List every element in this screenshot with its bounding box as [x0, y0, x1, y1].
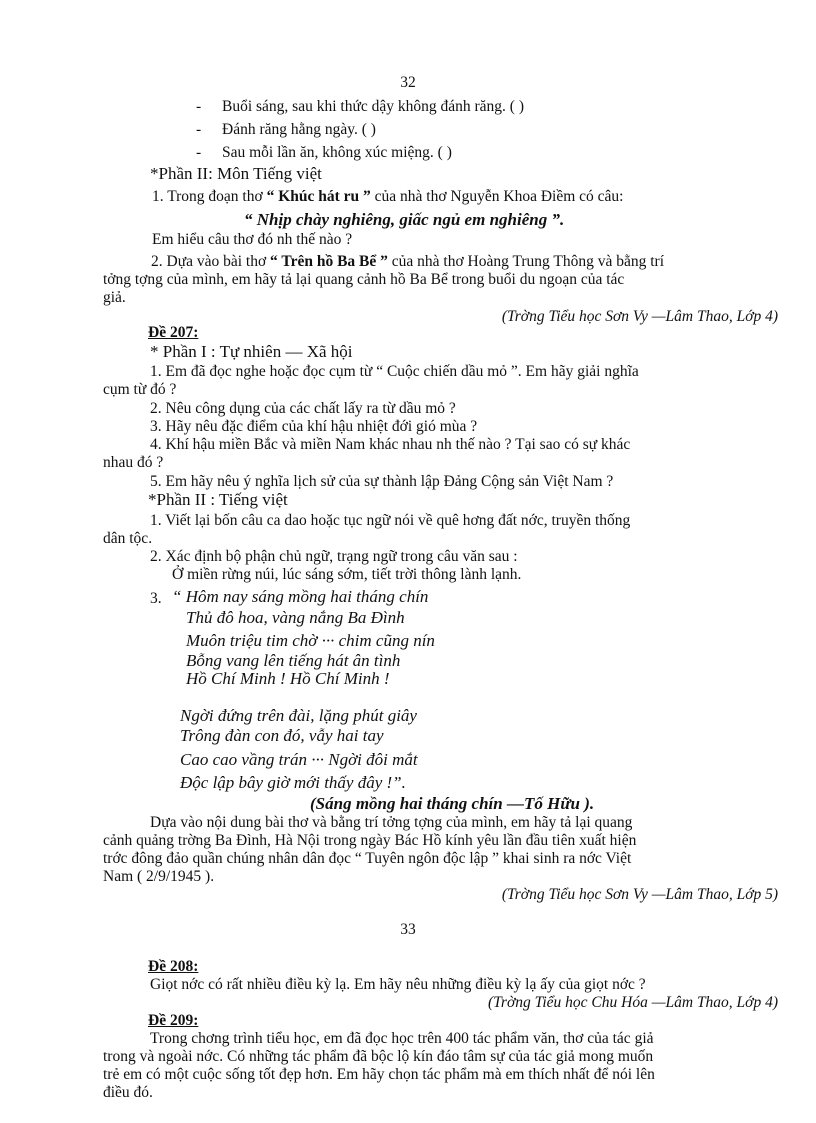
question-text: Em hiểu câu thơ đó nh thế nào ?	[152, 231, 353, 248]
paragraph-line: Dựa vào nội dung bài thơ và bằng trí tởng tợng của mình, em hãy tả lại quang	[150, 814, 633, 831]
exam-heading: Đề 209:	[148, 1012, 199, 1029]
question-text: 4. Khí hậu miền Bắc và miền Nam khác nhau nh thế nào ? Tại sao có sự khác	[150, 436, 631, 453]
paragraph-line: Trong chơng trình tiểu học, em đã đọc học trên 400 tác phẩm văn, thơ của tác giả	[150, 1030, 654, 1047]
poem-line: Độc lập bây giờ mới thấy đây !”.	[180, 773, 406, 792]
poem-title: “ Khúc hát ru ”	[266, 188, 371, 205]
poem-line: Trông đàn con đó, vẫy hai tay	[180, 726, 384, 745]
question-text: cụm từ đó ?	[103, 381, 177, 398]
poem-line: “ Hôm nay sáng mồng hai tháng chín	[172, 587, 429, 606]
dash-bullet: -	[196, 144, 202, 161]
question-text: Giọt nớc có rất nhiều điều kỳ lạ. Em hãy nêu những điều kỳ lạ ấy của giọt nớc ?	[150, 976, 646, 993]
paragraph-line: trẻ em có một cuộc sống tốt đẹp hơn. Em hãy chọn tác phẩm mà em thích nhất để nói lên	[103, 1066, 655, 1083]
paragraph-line: điều đó.	[103, 1084, 153, 1101]
quoted-verse: “ Nhịp chày nghiêng, giấc ngủ em nghiêng ”.	[244, 210, 565, 229]
source-citation: (Trờng Tiểu học Chu Hóa —Lâm Thao, Lớp 4)	[488, 994, 778, 1011]
poem-source: (Sáng mồng hai tháng chín —Tố Hữu ).	[310, 794, 595, 813]
question-text: giả.	[103, 289, 126, 306]
poem-line: Ngời đứng trên đài, lặng phút giây	[180, 706, 417, 725]
section-heading: *Phần II: Môn Tiếng việt	[150, 164, 322, 183]
section-heading: *Phần II : Tiếng việt	[148, 490, 288, 509]
source-citation: (Trờng Tiểu học Sơn Vy —Lâm Thao, Lớp 4)	[501, 308, 778, 325]
question-text: 5. Em hãy nêu ý nghĩa lịch sử của sự thành lập Đảng Cộng sản Việt Nam ?	[150, 473, 614, 490]
paragraph-line: Nam ( 2/9/1945 ).	[103, 868, 215, 885]
dash-bullet: -	[196, 98, 202, 115]
paragraph-line: trong và ngoài nớc. Có những tác phẩm đã bộc lộ kín đáo tâm sự của tác giả mong muốn	[103, 1048, 654, 1065]
poem-line: Hồ Chí Minh ! Hồ Chí Minh !	[186, 669, 390, 688]
question-text: nhau đó ?	[103, 454, 164, 471]
question-text: 2. Nêu công dụng của các chất lấy ra từ dầu mỏ ?	[150, 400, 456, 417]
question-text: 2. Xác định bộ phận chủ ngữ, trạng ngữ trong câu văn sau :	[150, 548, 518, 565]
question-text: 1. Viết lại bốn câu ca dao hoặc tục ngữ nói về quê hơng đất nớc, truyền thống	[150, 512, 631, 529]
poem-line: Cao cao vầng trán ··· Ngời đôi mắt	[180, 750, 418, 769]
paragraph-line: trớc đông đảo quần chúng nhân dân đọc “ Tuyên ngôn độc lập ” khai sinh ra nớc Việt	[103, 850, 632, 867]
poem-line: Bỗng vang lên tiếng hát ân tình	[186, 651, 401, 670]
question-text: 3. Hãy nêu đặc điểm của khí hậu nhiệt đới gió mùa ?	[150, 418, 478, 435]
example-sentence: Ở miền rừng núi, lúc sáng sớm, tiết trời thông lành lạnh.	[172, 566, 522, 583]
page-number-bottom: 33	[400, 921, 416, 938]
source-citation: (Trờng Tiểu học Sơn Vy —Lâm Thao, Lớp 5)	[501, 886, 778, 903]
list-item: - Sau mỗi lần ăn, không xúc miệng. ( )	[196, 144, 452, 161]
exam-heading: Đề 208:	[148, 958, 199, 975]
poem-line: Thủ đô hoa, vàng nắng Ba Đình	[186, 608, 405, 627]
question-number: 3.	[150, 590, 162, 607]
exam-heading: Đề 207:	[148, 324, 199, 341]
question-text: dân tộc.	[103, 530, 153, 547]
poem-title: “ Trên hồ Ba Bể ”	[270, 253, 388, 270]
list-item: - Buổi sáng, sau khi thức dậy không đánh răng. ( )	[196, 98, 524, 115]
paragraph-line: cảnh quảng trờng Ba Đình, Hà Nội trong ngày Bác Hồ kính yêu lần đầu tiên xuất hiện	[103, 832, 637, 849]
page-number-top: 32	[400, 74, 416, 91]
poem-line: Muôn triệu tim chờ ··· chim cũng nín	[186, 631, 435, 650]
question-1: 1. Trong đoạn thơ “ Khúc hát ru ” của nhà thơ Nguyễn Khoa Điềm có câu:	[152, 188, 624, 205]
section-heading: * Phần I : Tự nhiên — Xã hội	[150, 342, 353, 361]
question-text: tởng tợng của mình, em hãy tả lại quang cảnh hồ Ba Bể trong buổi du ngoạn của tác	[103, 271, 625, 288]
list-item: - Đánh răng hằng ngày. ( )	[196, 121, 376, 138]
question-2: 2. Dựa vào bài thơ “ Trên hồ Ba Bể ” của nhà thơ Hoàng Trung Thông và bằng trí	[151, 253, 665, 270]
dash-bullet: -	[196, 121, 202, 138]
question-text: 1. Em đã đọc nghe hoặc đọc cụm từ “ Cuộc chiến dầu mỏ ”. Em hãy giải nghĩa	[150, 363, 639, 380]
